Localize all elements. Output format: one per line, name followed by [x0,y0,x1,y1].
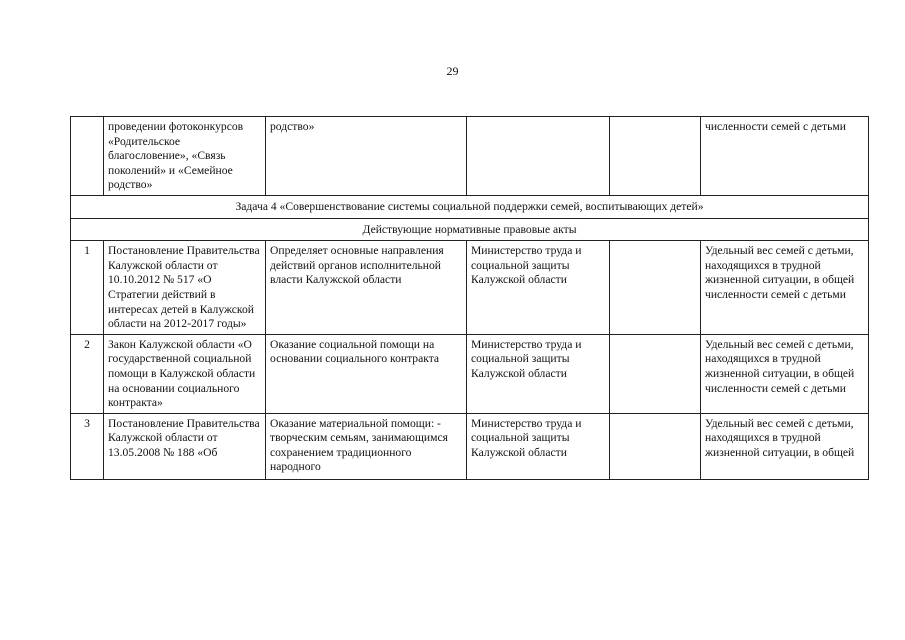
cell-act: проведении фотоконкурсов «Родительское благословение», «Связь поколений» и «Семейное родство» [104,117,266,196]
cell-act: Закон Калужской области «О государственной социальной помощи в Калужской области на основании социального контракта» [104,334,266,413]
cell-num-text: 3 [84,416,90,430]
cell-col4 [610,117,701,196]
cell-col4 [610,334,701,413]
cell-indicator-text: Удельный вес семей с детьми, находящихся в трудной жизненной ситуации, в общей [705,416,855,459]
table-row [71,413,869,479]
cell-act [104,413,266,479]
task-heading: Задача 4 «Совершенствование системы социальной поддержки семей, воспитывающих детей» [71,195,869,218]
cell-executor: Министерство труда и социальной защиты Калужской области [467,241,610,335]
table-row [71,334,869,413]
table-row-task [71,195,869,218]
cell-col4-text [614,417,697,477]
cell-num: 2 [71,334,104,413]
cell-col4 [610,413,701,479]
cell-purpose: родство» [266,117,467,196]
cell-num [71,117,104,196]
cell-col4 [610,241,701,335]
table-row-continuation [71,117,869,196]
cell-indicator: Удельный вес семей с детьми, находящихся в трудной жизненной ситуации, в общей численности семей с детьми [701,334,869,413]
cell-indicator: Удельный вес семей с детьми, находящихся в трудной жизненной ситуации, в общей численности семей с детьми [701,241,869,335]
cell-num [71,413,104,479]
cell-executor: Министерство труда и социальной защиты Калужской области [467,334,610,413]
page-number: 29 [446,64,459,78]
measures-table [70,116,869,480]
table-row [71,241,869,335]
cell-num: 1 [71,241,104,335]
cell-indicator: численности семей с детьми [701,117,869,196]
cell-act: Постановление Правительства Калужской области от 10.10.2012 № 517 «О Стратегии действий в интересах детей в Калужской области на 2012-2017 годы» [104,241,266,335]
cell-purpose [266,413,467,479]
cell-purpose: Определяет основные направления действий органов исполнительной власти Калужской области [266,241,467,335]
cell-executor-text: Министерство труда и социальной защиты Калужской области [471,416,582,459]
cell-purpose: Оказание социальной помощи на основании социального контракта [266,334,467,413]
cell-indicator [701,413,869,479]
table-row-section [71,218,869,241]
cell-executor [467,117,610,196]
section-heading: Действующие нормативные правовые акты [71,218,869,241]
cell-act-text: Постановление Правительства Калужской области от 13.05.2008 № 188 «Об [108,416,260,459]
cell-executor [467,413,610,479]
cell-purpose-text: Оказание материальной помощи: - творческим семьям, занимающимся сохранением традиционного народного [270,416,448,474]
